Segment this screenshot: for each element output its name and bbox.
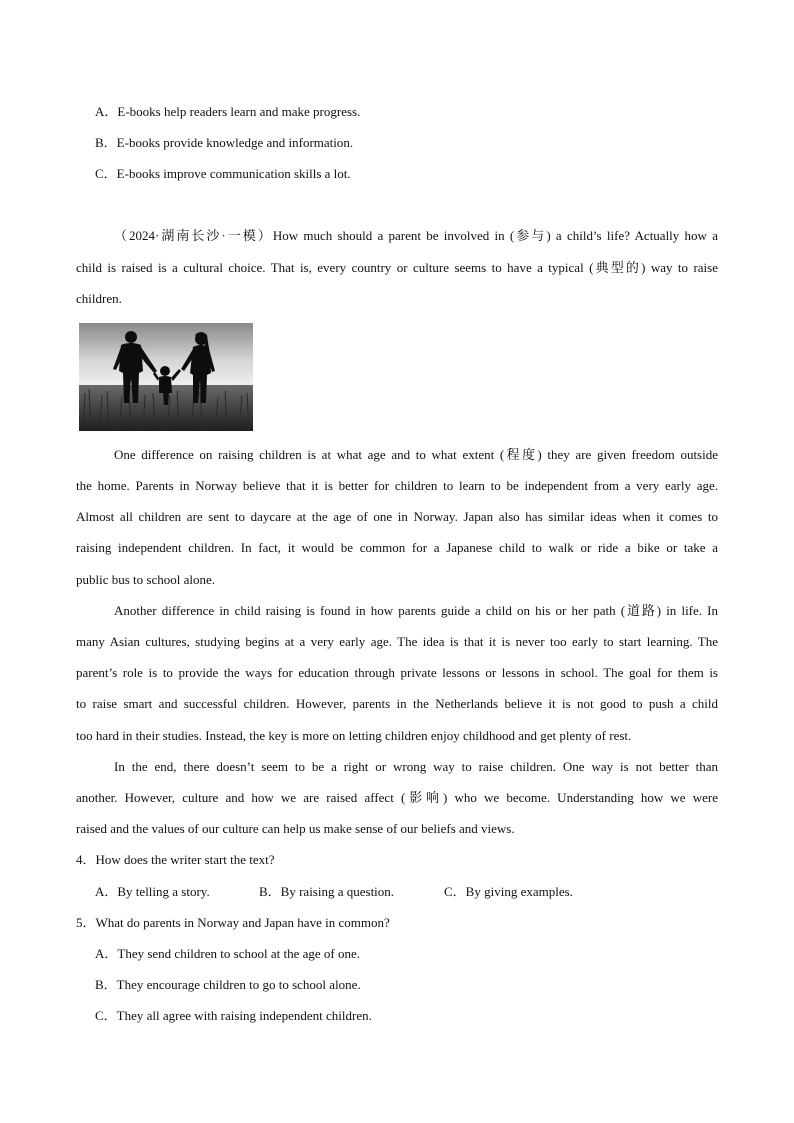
para2-line-3: parent’s role is to provide the ways for education through private lessons or lessons in school. The goal for them is xyxy=(76,665,718,680)
question-4-option-a: A．By telling a story. xyxy=(95,884,210,899)
para1-line-3: Almost all children are sent to daycare at the age of one in Norway. Japan also has similar ideas when it comes to xyxy=(76,509,718,524)
para1-line-2: the home. Parents in Norway believe that it is better for children to learn to be independent from a very early age. xyxy=(76,478,718,493)
question-4-stem: 4．How does the writer start the text? xyxy=(76,852,275,867)
intro-line-3: children. xyxy=(76,291,122,306)
intro-line-2: child is raised is a cultural choice. That is, every country or culture seems to have a typical (典型的) way to raise xyxy=(76,260,718,275)
para2-line-2: many Asian cultures, studying begins at a very early age. The idea is that it is never too early to start learning. The xyxy=(76,634,718,649)
question-5-stem: 5．What do parents in Norway and Japan have in common? xyxy=(76,915,390,930)
family-silhouette-image xyxy=(79,323,253,431)
prev-option-a: A．E-books help readers learn and make progress. xyxy=(95,104,361,119)
para3-line-3: raised and the values of our culture can help us make sense of our beliefs and views. xyxy=(76,821,515,836)
para1-line-1: One difference on raising children is at what age and to what extent (程度) they are given freedom outside xyxy=(114,447,718,462)
question-5-option-b: B．They encourage children to go to school alone. xyxy=(95,977,361,992)
question-5-option-c: C．They all agree with raising independent children. xyxy=(95,1008,372,1023)
prev-option-c: C．E-books improve communication skills a lot. xyxy=(95,166,351,181)
para2-line-5: too hard in their studies. Instead, the key is more on letting children enjoy childhood and get plenty of rest. xyxy=(76,728,632,743)
para3-line-2: another. However, culture and how we are raised affect (影响) who we become. Understanding how we were xyxy=(76,790,718,805)
para2-line-1: Another difference in child raising is found in how parents guide a child on his or her path (道路) in life. In xyxy=(114,603,718,618)
question-4-option-c: C．By giving examples. xyxy=(444,884,573,899)
para1-line-5: public bus to school alone. xyxy=(76,572,216,587)
para3-line-1: In the end, there doesn’t seem to be a right or wrong way to raise children. One way is not better than xyxy=(114,759,718,774)
intro-line-1: （2024·湖南长沙·一模）How much should a parent be involved in (参与) a child’s life? Actually how a xyxy=(114,228,718,243)
para1-line-4: raising independent children. In fact, it would be common for a Japanese child to walk or ride a bike or take a xyxy=(76,540,718,555)
question-4-option-b: B．By raising a question. xyxy=(259,884,395,899)
prev-option-b: B．E-books provide knowledge and information. xyxy=(95,135,354,150)
question-5-option-a: A．They send children to school at the age of one. xyxy=(95,946,360,961)
para2-line-4: to raise smart and successful children. However, parents in the Netherlands believe it is not good to push a child xyxy=(76,696,718,711)
